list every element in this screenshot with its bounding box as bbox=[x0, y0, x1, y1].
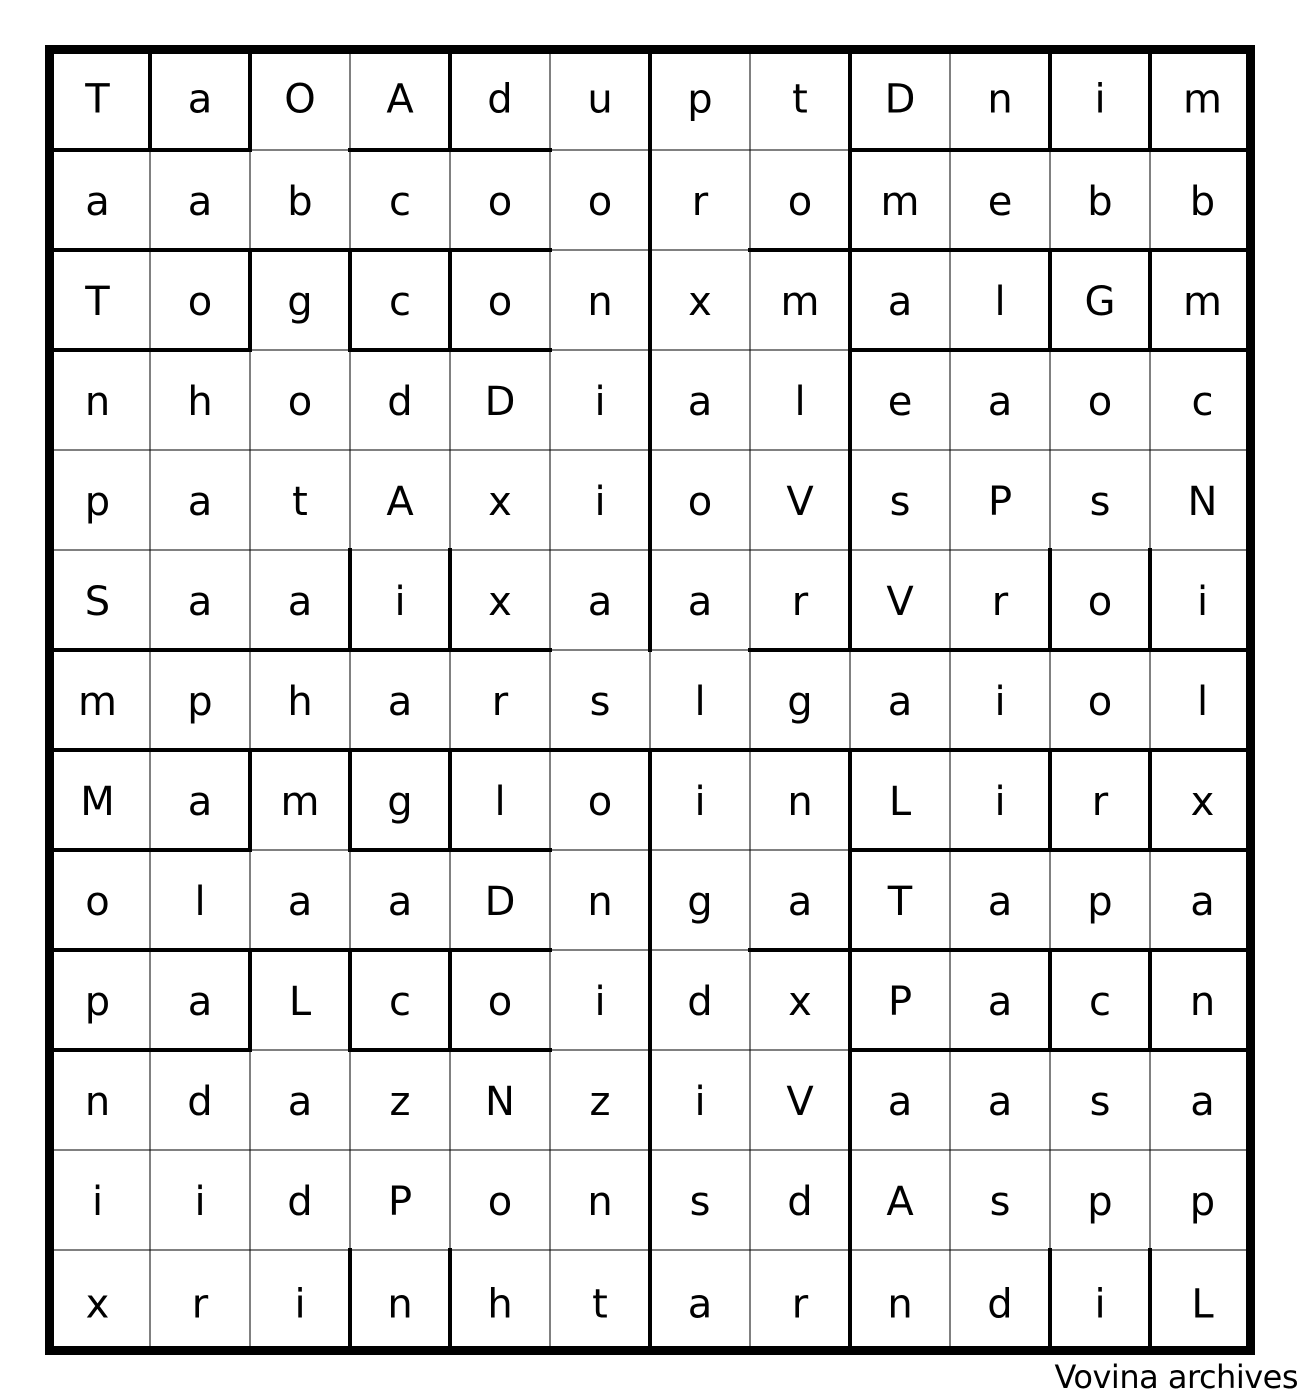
cell-letter: p bbox=[687, 76, 713, 123]
cell-letter: o bbox=[587, 779, 613, 825]
cell-letter: n bbox=[587, 1179, 613, 1225]
cell-letter: i bbox=[1196, 579, 1209, 625]
cell-letter: n bbox=[1189, 979, 1216, 1025]
cell-letter: r bbox=[191, 1281, 209, 1328]
cell-letter: a bbox=[187, 579, 213, 625]
cell-letter: a bbox=[387, 879, 413, 925]
cell-letter: x bbox=[488, 479, 512, 525]
cell-letter: a bbox=[987, 979, 1013, 1025]
cell-letter: V bbox=[786, 479, 814, 525]
cell-letter: n bbox=[84, 379, 111, 425]
cell-letter: N bbox=[485, 1079, 515, 1125]
cell-letter: o bbox=[487, 279, 513, 325]
cell-letter: G bbox=[1084, 279, 1116, 325]
cell-letter: T bbox=[887, 879, 913, 925]
cell-letter: a bbox=[987, 1079, 1013, 1125]
cell-letter: s bbox=[1089, 479, 1111, 525]
cell-letter: n bbox=[587, 879, 613, 925]
cell-letter: b bbox=[1087, 179, 1113, 225]
cell-letter: i bbox=[994, 679, 1006, 725]
cell-letter: a bbox=[687, 379, 713, 425]
cell-letter: P bbox=[887, 979, 913, 1025]
cell-letter: a bbox=[887, 679, 913, 725]
cell-letter: M bbox=[80, 779, 115, 825]
cell-letter: d bbox=[987, 1281, 1013, 1328]
cell-letter: i bbox=[694, 1079, 706, 1125]
cell-letter: T bbox=[85, 76, 110, 123]
caption-text: Vovina archives bbox=[1054, 1358, 1298, 1396]
cell-letter: x bbox=[788, 979, 812, 1025]
cell-letter: L bbox=[888, 779, 912, 825]
highlighted-cell-letter: L bbox=[1191, 1281, 1214, 1328]
cell-letter: x bbox=[688, 279, 712, 325]
cell-letter: o bbox=[487, 979, 513, 1025]
cell-letter: i bbox=[594, 479, 606, 525]
cell-letter: l bbox=[794, 379, 806, 425]
cell-letter: a bbox=[187, 979, 213, 1025]
cell-letter: t bbox=[792, 76, 808, 123]
cell-letter: o bbox=[187, 279, 213, 325]
cell-letter: n bbox=[987, 76, 1013, 123]
cell-letter: n bbox=[84, 1079, 111, 1125]
cell-letter: g bbox=[787, 679, 813, 725]
cell-letter: p bbox=[1189, 1179, 1216, 1225]
cell-letter: d bbox=[787, 1179, 813, 1225]
cell-letter: a bbox=[1190, 1079, 1215, 1125]
cell-letter: D bbox=[484, 879, 516, 925]
cell-letter: r bbox=[791, 1281, 809, 1328]
cell-letter: l bbox=[494, 779, 506, 825]
cell-letter: V bbox=[786, 1079, 814, 1125]
cell-letter: a bbox=[687, 579, 713, 625]
cell-letter: c bbox=[389, 979, 411, 1025]
cell-letter: b bbox=[287, 179, 313, 225]
cell-letter: l bbox=[994, 279, 1006, 325]
cell-letter: o bbox=[487, 179, 513, 225]
cell-letter: d bbox=[387, 379, 413, 425]
cell-letter: a bbox=[187, 76, 213, 123]
puzzle-grid bbox=[45, 45, 1255, 1355]
cell-letter: g bbox=[287, 279, 313, 325]
cell-letter: i bbox=[294, 1281, 306, 1328]
highlighted-cell-letter: N bbox=[1187, 479, 1218, 525]
cell-letter: e bbox=[887, 379, 913, 425]
cell-letter: a bbox=[85, 179, 110, 225]
cell-letter: a bbox=[987, 879, 1013, 925]
cell-letter: P bbox=[987, 479, 1013, 525]
cell-letter: g bbox=[687, 879, 713, 925]
cell-letter: i bbox=[594, 979, 606, 1025]
cell-letter: O bbox=[284, 76, 316, 123]
cell-letter: o bbox=[787, 179, 813, 225]
cell-letter: a bbox=[187, 179, 213, 225]
cell-letter: r bbox=[1091, 779, 1109, 825]
cell-letter: i bbox=[994, 779, 1006, 825]
cell-letter: p bbox=[84, 979, 111, 1025]
cell-letter: A bbox=[386, 479, 414, 525]
cell-letter: g bbox=[387, 779, 413, 825]
cell-letter: d bbox=[687, 979, 713, 1025]
cell-letter: l bbox=[1196, 679, 1209, 725]
cell-letter: e bbox=[987, 179, 1013, 225]
cell-letter: n bbox=[787, 779, 813, 825]
cell-letter: p bbox=[187, 679, 213, 725]
cell-letter: d bbox=[187, 1079, 213, 1125]
cell-letter: p bbox=[84, 479, 111, 525]
cell-letter: i bbox=[394, 579, 406, 625]
cell-letter: s bbox=[589, 679, 611, 725]
cell-letter: i bbox=[91, 1179, 104, 1225]
cell-letter: P bbox=[387, 1179, 413, 1225]
cell-letter: n bbox=[887, 1281, 913, 1328]
cell-letter: d bbox=[487, 76, 513, 123]
cell-letter: r bbox=[691, 179, 709, 225]
cell-letter: o bbox=[587, 179, 613, 225]
cell-letter: a bbox=[187, 779, 213, 825]
cell-letter: p bbox=[1087, 879, 1113, 925]
cell-letter: x bbox=[488, 579, 512, 625]
cell-letter: s bbox=[889, 479, 911, 525]
cell-letter: p bbox=[1087, 1179, 1113, 1225]
cell-letter: h bbox=[487, 1281, 513, 1328]
cell-letter: h bbox=[187, 379, 213, 425]
cell-letter: h bbox=[287, 679, 313, 725]
cell-letter: s bbox=[689, 1179, 711, 1225]
cell-letter: o bbox=[1087, 379, 1113, 425]
cell-letter: m bbox=[780, 279, 820, 325]
cell-letter: S bbox=[84, 579, 111, 625]
cell-letter: o bbox=[85, 879, 110, 925]
cell-letter: c bbox=[389, 279, 411, 325]
cell-letter: z bbox=[589, 1079, 611, 1125]
cell-letter: c bbox=[1089, 979, 1111, 1025]
cell-letter: r bbox=[991, 579, 1009, 625]
cell-letter: m bbox=[1183, 279, 1222, 325]
cell-letter: a bbox=[887, 1079, 913, 1125]
cell-letter: i bbox=[1094, 76, 1106, 123]
cell-letter: n bbox=[387, 1281, 413, 1328]
cell-letter: x bbox=[1190, 779, 1215, 825]
cell-letter: r bbox=[791, 579, 809, 625]
cell-letter: c bbox=[389, 179, 411, 225]
cell-letter: o bbox=[287, 379, 313, 425]
cell-letter: a bbox=[587, 579, 613, 625]
cell-letter: a bbox=[187, 479, 213, 525]
cell-letter: n bbox=[587, 279, 613, 325]
puzzle-board bbox=[45, 45, 1255, 1355]
cell-letter: D bbox=[484, 379, 516, 425]
cell-letter: A bbox=[886, 1179, 914, 1225]
cell-letter: A bbox=[386, 76, 414, 123]
cell-letter: b bbox=[1189, 179, 1216, 225]
cell-letter: m bbox=[1183, 76, 1222, 123]
cell-letter: o bbox=[487, 1179, 513, 1225]
cell-letter: i bbox=[594, 379, 606, 425]
cell-letter: D bbox=[884, 76, 916, 123]
cell-letter: i bbox=[694, 779, 706, 825]
cell-letter: i bbox=[1094, 1281, 1106, 1328]
cell-letter: t bbox=[592, 1281, 608, 1328]
cell-letter: a bbox=[687, 1281, 713, 1328]
cell-letter: m bbox=[280, 779, 320, 825]
cell-letter: u bbox=[587, 76, 613, 123]
cell-letter: m bbox=[78, 679, 117, 725]
cell-letter: T bbox=[85, 279, 110, 325]
cell-letter: a bbox=[1190, 879, 1215, 925]
cell-letter: o bbox=[1087, 579, 1113, 625]
cell-letter: o bbox=[687, 479, 713, 525]
cell-letter: L bbox=[288, 979, 312, 1025]
cell-letter: r bbox=[491, 679, 509, 725]
cell-letter: a bbox=[287, 579, 313, 625]
cell-letter: l bbox=[194, 879, 206, 925]
cell-letter: V bbox=[886, 579, 914, 625]
cell-letter: a bbox=[287, 1079, 313, 1125]
cell-letter: t bbox=[292, 479, 308, 525]
cell-letter: s bbox=[1089, 1079, 1111, 1125]
cell-letter: a bbox=[887, 279, 913, 325]
cell-letter: a bbox=[787, 879, 813, 925]
cell-letter: o bbox=[1087, 679, 1113, 725]
cell-letter: x bbox=[85, 1281, 110, 1328]
cell-letter: c bbox=[1191, 379, 1214, 425]
cell-letter: z bbox=[389, 1079, 411, 1125]
cell-letter: i bbox=[194, 1179, 206, 1225]
cell-letter: d bbox=[287, 1179, 313, 1225]
cell-letter: a bbox=[987, 379, 1013, 425]
cell-letter: a bbox=[287, 879, 313, 925]
cell-letter: l bbox=[694, 679, 706, 725]
cell-letter: m bbox=[880, 179, 920, 225]
cell-letter: s bbox=[989, 1179, 1011, 1225]
cell-letter: a bbox=[387, 679, 413, 725]
